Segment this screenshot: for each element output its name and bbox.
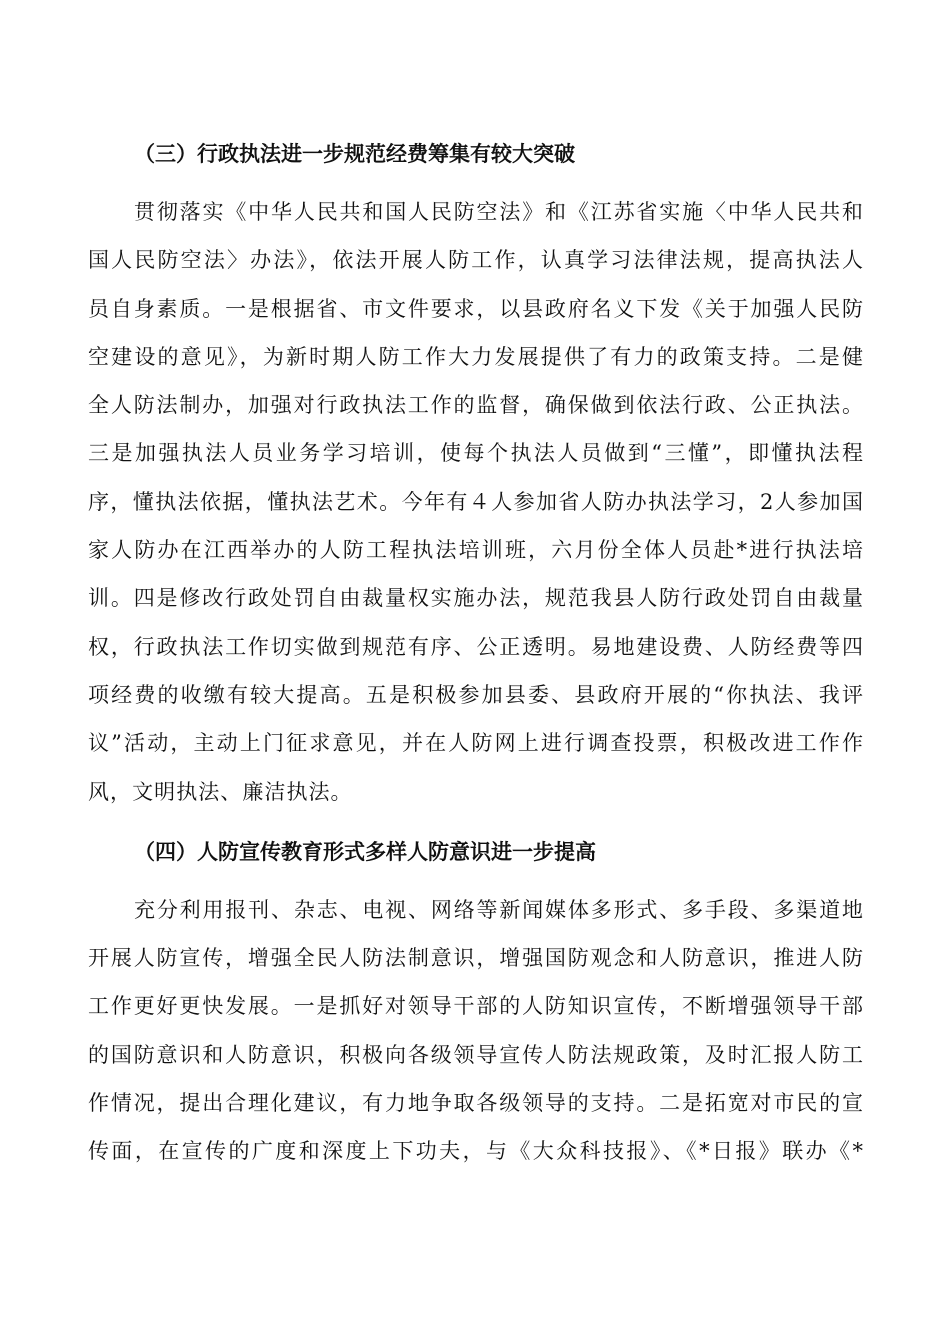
paragraph-line: 作情况，提出合理化建议，有力地争取各级领导的支持。二是拓宽对市民的宣 bbox=[88, 1091, 864, 1116]
paragraph-line: 的国防意识和人防意识，积极向各级领导宣传人防法规政策，及时汇报人防工 bbox=[88, 1042, 864, 1067]
paragraph-line: 传面，在宣传的广度和深度上下功夫，与《大众科技报》、《*日报》联办《* bbox=[88, 1139, 864, 1164]
paragraph-line: 序，懂执法依据，懂执法艺术。今年有４人参加省人防办执法学习，2人参加国 bbox=[88, 489, 864, 514]
document-page bbox=[88, 130, 864, 1176]
paragraph-line: 员自身素质。一是根据省、市文件要求，以县政府名义下发《关于加强人民防 bbox=[88, 296, 864, 321]
paragraph-line: 议”活动，主动上门征求意见，并在人防网上进行调查投票，积极改进工作作 bbox=[88, 731, 864, 756]
paragraph-line: 空建设的意见》，为新时期人防工作大力发展提供了有力的政策支持。二是健 bbox=[88, 344, 864, 369]
paragraph-line: 三是加强执法人员业务学习培训，使每个执法人员做到“三懂”，即懂执法程 bbox=[88, 441, 864, 466]
section-3-paragraph bbox=[88, 188, 864, 816]
paragraph-line: 风，文明执法、廉洁执法。 bbox=[88, 779, 353, 804]
paragraph-line: 开展人防宣传，增强全民人防法制意识，增强国防观念和人防意识，推进人防 bbox=[88, 946, 864, 971]
paragraph-line: 贯彻落实《中华人民共和国人民防空法》和《江苏省实施〈中华人民共和 bbox=[134, 200, 864, 224]
paragraph-line: 家人防办在江西举办的人防工程执法培训班，六月份全体人员赴*进行执法培 bbox=[88, 538, 864, 563]
section-4-paragraph bbox=[88, 886, 864, 1176]
paragraph-line: 全人防法制办，加强对行政执法工作的监督，确保做到依法行政、公正执法。 bbox=[88, 393, 864, 418]
paragraph-line: 工作更好更快发展。一是抓好对领导干部的人防知识宣传，不断增强领导干部 bbox=[88, 994, 864, 1019]
paragraph-line: 国人民防空法〉办法》，依法开展人防工作，认真学习法律法规，提高执法人 bbox=[88, 248, 864, 273]
paragraph-line: 项经费的收缴有较大提高。五是积极参加县委、县政府开展的“你执法、我评 bbox=[88, 682, 864, 707]
paragraph-line: 训。四是修改行政处罚自由裁量权实施办法，规范我县人防行政处罚自由裁量 bbox=[88, 586, 864, 611]
paragraph-line: 权，行政执法工作切实做到规范有序、公正透明。易地建设费、人防经费等四 bbox=[88, 634, 864, 659]
section-heading-3: （三）行政执法进一步规范经费筹集有较大突破 bbox=[134, 142, 575, 166]
paragraph-line: 充分利用报刊、杂志、电视、网络等新闻媒体多形式、多手段、多渠道地 bbox=[134, 897, 864, 922]
section-heading-4: （四）人防宣传教育形式多样人防意识进一步提高 bbox=[134, 839, 596, 864]
